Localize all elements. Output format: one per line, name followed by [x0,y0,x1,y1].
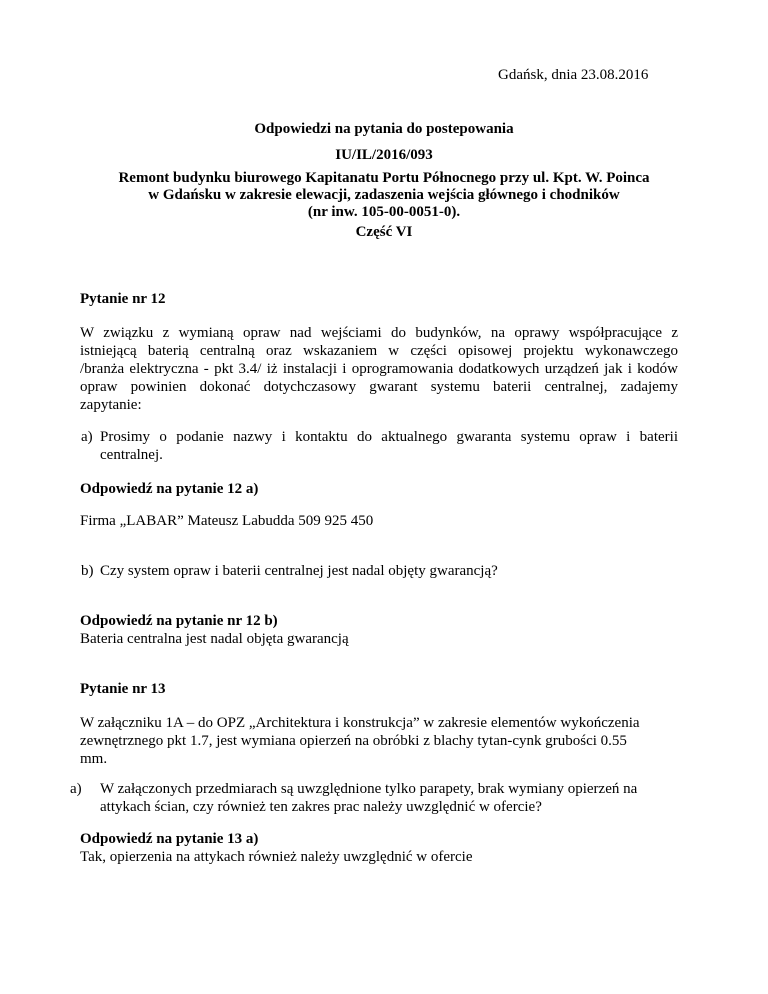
answer-12a-heading: Odpowiedź na pytanie 12 a) [80,481,259,497]
question-12-heading: Pytanie nr 12 [80,291,166,307]
list-marker: a) [81,429,93,445]
question-12a-line: Prosimy o podanie nazwy i kontaktu do aktualnego gwaranta systemu opraw i baterii [100,429,678,445]
answer-12a-text: Firma „LABAR” Mateusz Labudda 509 925 450 [80,513,374,529]
question-13-para-line: zewnętrznego pkt 1.7, jest wymiana opierzeń na obróbki z blachy tytan-cynk grubości 0.55 [80,733,627,749]
question-12-para-line: /branża elektryczna - pkt 3.4/ iż instalacji i oprogramowania dodatkowych urządzeń jak i kodów [80,361,678,377]
inventory-number: (nr inw. 105-00-0051-0). [307,204,461,220]
list-marker: a) [70,781,82,797]
question-13-para-line: mm. [80,751,108,767]
question-12-para-line: opraw powinien dokonać dotychczasowy gwarant systemu baterii centralnej, zadajemy [80,379,678,395]
title-line-1: Odpowiedzi na pytania do postepowania [254,121,514,137]
title-line-3: Remont budynku biurowego Kapitanatu Portu Północnego przy ul. Kpt. W. Poinca [118,170,650,186]
list-marker: b) [81,563,94,579]
part-label: Część VI [355,224,413,240]
answer-12b-heading: Odpowiedź na pytanie nr 12 b) [80,613,278,629]
question-12-para-line: zapytanie: [80,397,142,413]
place-date: Gdańsk, dnia 23.08.2016 [498,67,649,83]
question-13a-line: attykach ścian, czy również ten zakres prac należy uwzględnić w ofercie? [100,799,542,815]
answer-12b-text: Bateria centralna jest nadal objęta gwarancją [80,631,349,647]
question-12-para-line: W związku z wymianą opraw nad wejściami do budynków, na oprawy współpracujące z [80,325,678,341]
question-13-para-line: W załączniku 1A – do OPZ „Architektura i konstrukcja” w zakresie elementów wykończenia [80,715,640,731]
title-line-4: w Gdańsku w zakresie elewacji, zadaszenia wejścia głównego i chodników [148,187,620,203]
question-12a-line: centralnej. [100,447,163,463]
answer-13a-text: Tak, opierzenia na attykach również należy uwzględnić w ofercie [80,849,473,865]
case-number: IU/IL/2016/093 [335,147,433,163]
question-12b-text: Czy system opraw i baterii centralnej jest nadal objęty gwarancją? [100,563,498,579]
answer-13a-heading: Odpowiedź na pytanie 13 a) [80,831,259,847]
question-12-para-line: istniejącą baterią centralną oraz wskazaniem w części opisowej projektu wykonawczego [80,343,678,359]
question-13-heading: Pytanie nr 13 [80,681,166,697]
question-13a-line: W załączonych przedmiarach są uwzględnione tylko parapety, brak wymiany opierzeń na [100,781,638,797]
